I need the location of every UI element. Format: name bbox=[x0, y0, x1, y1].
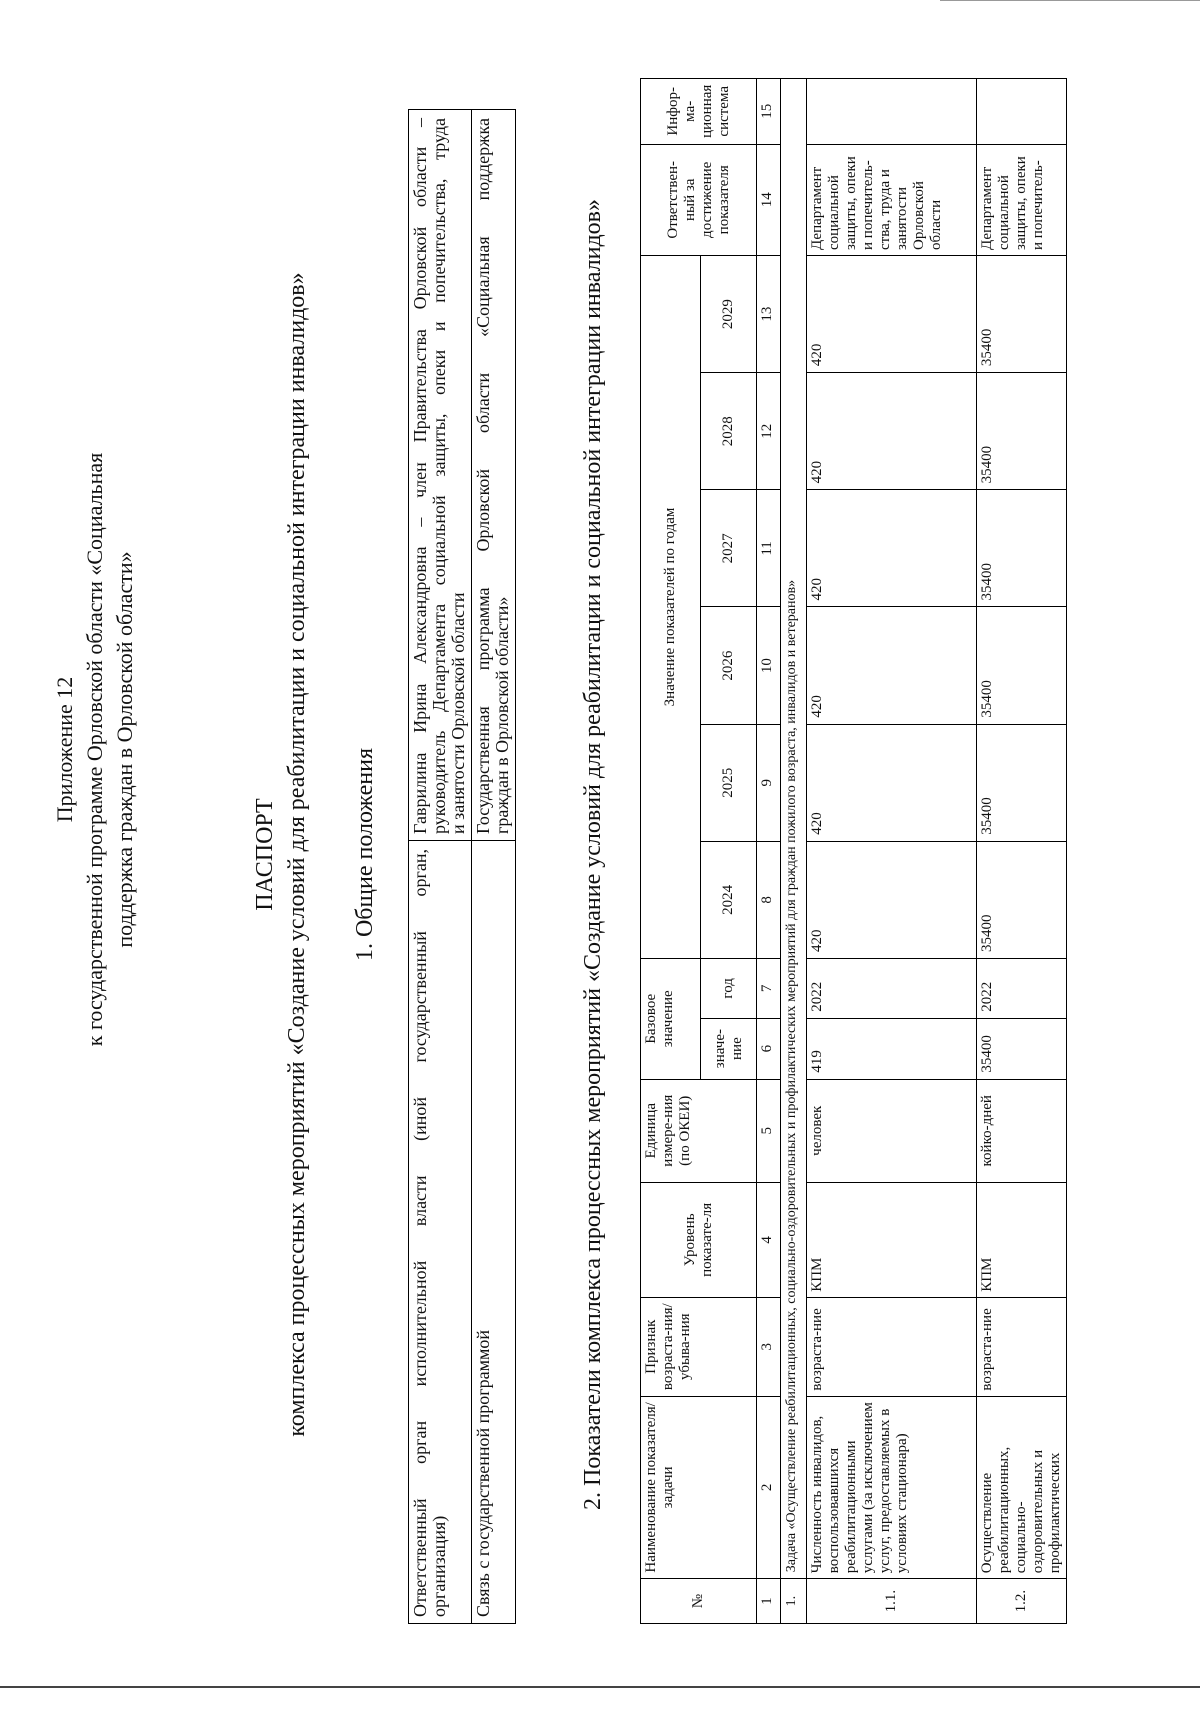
table-row bbox=[409, 110, 472, 1624]
program-link-value-cell bbox=[472, 110, 516, 841]
section2-heading: 2. Показатели комплекса процессных мероприятий «Создание условий для реабилитации и социальной интеграции инвалидов» bbox=[580, 198, 606, 1511]
column-number: 15 bbox=[757, 79, 781, 145]
col-sign-header: Признак возраста-ния/ убыва-ния bbox=[641, 1297, 757, 1396]
responsible-label-line-1: Ответственный орган исполнительной власти (иной государственный орган, bbox=[410, 849, 430, 1617]
program-link-value-line-1: Государственная программа Орловской области «Социальная поддержка bbox=[473, 118, 493, 834]
col-year-2025: 2025 bbox=[701, 724, 757, 841]
appendix-number: Приложение 12 bbox=[52, 676, 77, 823]
col-year-2026: 2026 bbox=[701, 607, 757, 724]
column-number: 10 bbox=[757, 607, 781, 724]
indicator-unit: человек bbox=[807, 1079, 977, 1182]
passport-title: ПАСПОРТ bbox=[252, 798, 278, 911]
responsible-value-line-3: и занятости Орловской области bbox=[448, 592, 468, 834]
appendix-line-1: к государственной программе Орловской области «Социальная bbox=[82, 452, 107, 1047]
column-number: 3 bbox=[757, 1297, 781, 1396]
responsible-value-line-2: руководитель Департамента социальной защиты, опеки и попечительства, труда bbox=[429, 118, 449, 834]
table-row bbox=[807, 79, 977, 1624]
column-number: 5 bbox=[757, 1079, 781, 1182]
col-unit-header: Единица измере-ния (по ОКЕИ) bbox=[641, 1079, 757, 1182]
col-base-value-header: значе-ние bbox=[701, 1018, 757, 1079]
row-number: 1.2. bbox=[977, 1579, 1067, 1624]
column-number: 12 bbox=[757, 373, 781, 490]
col-name-header: Наименование показателя/задачи bbox=[641, 1396, 757, 1579]
column-number: 8 bbox=[757, 841, 781, 958]
responsible-value-cell bbox=[409, 110, 472, 841]
program-link-value-line-2: граждан в Орловской области» bbox=[492, 596, 512, 834]
value-2026: 420 bbox=[807, 607, 977, 724]
information-system bbox=[977, 79, 1067, 145]
information-system bbox=[807, 79, 977, 145]
column-number: 14 bbox=[757, 144, 781, 255]
task-number: 1. bbox=[781, 1579, 807, 1624]
value-2026: 35400 bbox=[977, 607, 1067, 724]
base-value: 419 bbox=[807, 1018, 977, 1079]
task-text: Задача «Осуществление реабилитационных, социально-оздоровительных и профилактических мероприятий для граждан пожилого возраста, инвалидов и ветеранов» bbox=[781, 79, 807, 1579]
col-year-2029: 2029 bbox=[701, 255, 757, 372]
column-number: 7 bbox=[757, 958, 781, 1018]
appendix-line-2: поддержка граждан в Орловской области» bbox=[112, 551, 137, 948]
value-2025: 420 bbox=[807, 724, 977, 841]
value-2024: 420 bbox=[807, 841, 977, 958]
indicator-unit: койко-дней bbox=[977, 1079, 1067, 1182]
col-year-2024: 2024 bbox=[701, 841, 757, 958]
passport-subtitle: комплекса процессных мероприятий «Создание условий для реабилитации и социальной интеграции инвалидов» bbox=[284, 272, 310, 1437]
responsible-label-line-2: организация) bbox=[429, 1515, 449, 1617]
column-number: 1 bbox=[757, 1579, 781, 1624]
column-number: 6 bbox=[757, 1018, 781, 1079]
program-link-label-cell bbox=[472, 841, 516, 1624]
value-2028: 35400 bbox=[977, 373, 1067, 490]
indicator-name: Численность инвалидов, воспользовавшихся реабилитационными услугами (за исключением услуг, предоставляемых в условиях стационара) bbox=[807, 1396, 977, 1579]
column-number: 11 bbox=[757, 490, 781, 607]
indicator-level: КПМ bbox=[807, 1182, 977, 1297]
value-2025: 35400 bbox=[977, 724, 1067, 841]
base-year: 2022 bbox=[977, 958, 1067, 1018]
column-number-row bbox=[757, 79, 781, 1624]
appendix-header bbox=[50, 0, 140, 1709]
indicator-sign: возраста-ние bbox=[807, 1297, 977, 1396]
base-year: 2022 bbox=[807, 958, 977, 1018]
column-number: 9 bbox=[757, 724, 781, 841]
indicators-table bbox=[640, 78, 1067, 1624]
base-value: 35400 bbox=[977, 1018, 1067, 1079]
col-responsible-header: Ответствен-ный за достижение показателя bbox=[641, 144, 757, 255]
table-row bbox=[977, 79, 1067, 1624]
row-number: 1.1. bbox=[807, 1579, 977, 1624]
col-level-header: Уровень показате-ля bbox=[641, 1182, 757, 1297]
task-row bbox=[781, 79, 807, 1624]
program-link-label: Связь с государственной программой bbox=[473, 1329, 493, 1617]
scan-edge-bottom bbox=[0, 1686, 1200, 1688]
column-number: 4 bbox=[757, 1182, 781, 1297]
col-values-header: Значение показателей по годам bbox=[641, 255, 701, 958]
indicator-name: Осуществление реабилитационных, социально-оздоровительных и профилактических bbox=[977, 1396, 1067, 1579]
section1-heading: 1. Общие положения bbox=[352, 747, 378, 962]
indicator-sign: возраста-ние bbox=[977, 1297, 1067, 1396]
col-base-header: Базовое значение bbox=[641, 958, 701, 1079]
col-year-2027: 2027 bbox=[701, 490, 757, 607]
col-infosystem-header: Инфор-ма-ционная система bbox=[641, 79, 757, 145]
table-row bbox=[472, 110, 516, 1624]
value-2024: 35400 bbox=[977, 841, 1067, 958]
responsible-label-cell bbox=[409, 841, 472, 1624]
header-row bbox=[641, 79, 701, 1624]
value-2029: 420 bbox=[807, 255, 977, 372]
indicator-level: КПМ bbox=[977, 1182, 1067, 1297]
column-number: 2 bbox=[757, 1396, 781, 1579]
col-year-2028: 2028 bbox=[701, 373, 757, 490]
responsible-department: Департамент социальной защиты, опеки и попечитель- bbox=[977, 144, 1067, 255]
value-2027: 420 bbox=[807, 490, 977, 607]
value-2028: 420 bbox=[807, 373, 977, 490]
column-number: 13 bbox=[757, 255, 781, 372]
responsible-value-line-1: Гаврилина Ирина Александровна – член Правительства Орловской области – bbox=[410, 118, 430, 834]
col-base-year-header: год bbox=[701, 958, 757, 1018]
value-2027: 35400 bbox=[977, 490, 1067, 607]
responsible-department: Департамент социальной защиты, опеки и попечитель-ства, труда и занятости Орловской области bbox=[807, 144, 977, 255]
value-2029: 35400 bbox=[977, 255, 1067, 372]
general-provisions-table bbox=[408, 109, 516, 1624]
col-num-header: № bbox=[641, 1579, 757, 1624]
